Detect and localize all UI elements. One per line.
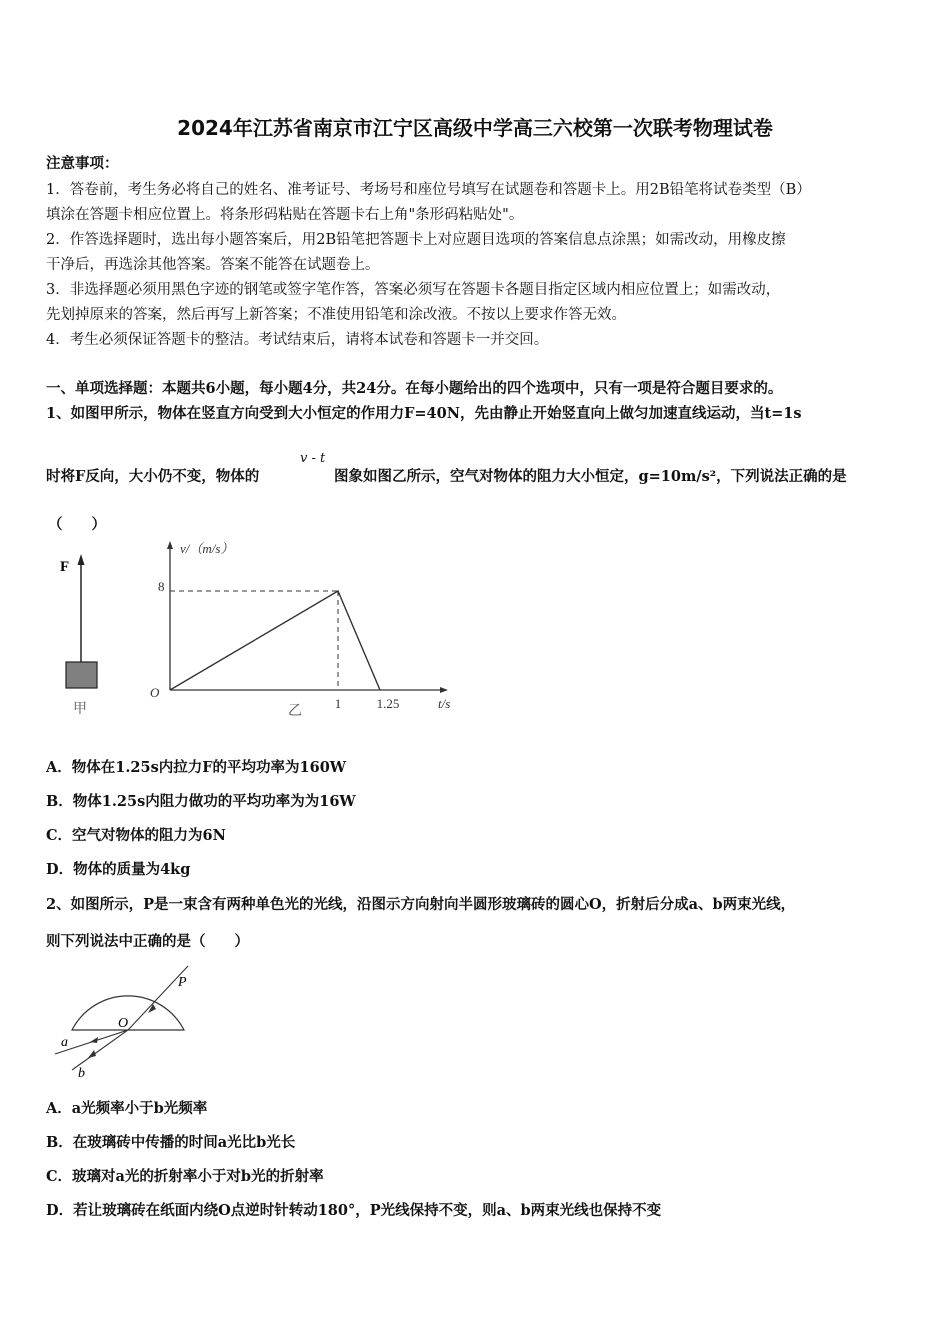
notice-line: 2．作答选择题时，选出每小题答案后，用2B铅笔把答题卡上对应题目选项的答案信息点涂黑；如需改动，用橡皮擦 (46, 232, 786, 248)
q2-option-b[interactable]: B．在玻璃砖中传播的时间a光比b光长 (46, 1134, 296, 1151)
vt-label: v - t (300, 451, 326, 466)
force-label: F (60, 559, 70, 575)
q2-option-c[interactable]: C．玻璃对a光的折射率小于对b光的折射率 (46, 1168, 324, 1185)
figure-yi-vt-graph (140, 535, 470, 720)
notice-line: 4．考生必须保证答题卡的整洁。考试结束后，请将本试卷和答题卡一并交回。 (46, 332, 549, 348)
incident-ray-arrow (148, 1004, 156, 1013)
object-block (66, 662, 97, 688)
q1-option-a[interactable]: A．物体在1.25s内拉力F的平均功率为160W (46, 759, 347, 776)
figure-glass-brick (50, 960, 210, 1085)
refracted-ray-b (72, 1030, 128, 1070)
figure-jia-caption: 甲 (73, 702, 87, 717)
x-tick-label-1: 1 (334, 696, 342, 711)
x-axis-arrow (440, 687, 448, 693)
q2-option-a[interactable]: A．a光频率小于b光频率 (46, 1100, 208, 1117)
series-line-velocity (170, 591, 380, 690)
figure-yi-caption: 乙 (288, 704, 302, 719)
q1-option-c[interactable]: C．空气对物体的阻力为6N (46, 827, 226, 844)
label-a: a (61, 1035, 68, 1050)
q2-stem-line1: 2、如图所示，P是一束含有两种单色光的光线，沿图示方向射向半圆形玻璃砖的圆心O，折射后分成a、b两束光线， (46, 896, 796, 913)
label-o: O (118, 1016, 129, 1031)
ray-a-arrow (90, 1037, 98, 1043)
ray-b-arrow (88, 1050, 96, 1058)
figure-jia (50, 550, 110, 720)
label-b: b (78, 1066, 85, 1081)
q1-option-b[interactable]: B．物体1.25s内阻力做功的平均功率为为16W (46, 793, 356, 810)
origin-label: O (150, 685, 160, 700)
q1-stem-line2b: 图象如图乙所示，空气对物体的阻力大小恒定，g=10m/s²，下列说法正确的是 (334, 468, 847, 485)
force-arrow-head (78, 554, 85, 565)
q1-option-d[interactable]: D．物体的质量为4kg (46, 861, 191, 878)
y-axis-arrow (167, 541, 173, 549)
notice-line: 3．非选择题必须用黑色字迹的钢笔或签字笔作答，答案必须写在答题卡各题目指定区域内相应位置上；如需改动， (46, 282, 781, 298)
q1-answer-blank: （ ） (48, 516, 106, 533)
y-axis-label: v/（m/s） (180, 541, 234, 556)
q2-stem-line2: 则下列说法中正确的是（ ） (46, 933, 249, 950)
label-p: P (178, 975, 187, 990)
q1-stem-line2a: 时将F反向，大小仍不变，物体的 (46, 468, 260, 485)
notice-line: 填涂在答题卡相应位置上。将条形码粘贴在答题卡右上角"条形码粘贴处"。 (46, 207, 524, 223)
notice-line: 干净后，再选涂其他答案。答案不能答在试题卷上。 (46, 257, 380, 273)
page-title: 2024年江苏省南京市江宁区高级中学高三六校第一次联考物理试卷 (177, 116, 773, 140)
x-tick-label-2: 1.25 (376, 696, 400, 711)
notice-heading: 注意事项： (46, 155, 119, 172)
x-axis-label: t/s (438, 696, 451, 711)
q1-stem-line1: 1、如图甲所示，物体在竖直方向受到大小恒定的作用力F=40N，先由静止开始竖直向上做匀加速直线运动，当t=1s (46, 405, 802, 422)
q2-option-d[interactable]: D．若让玻璃砖在纸面内绕O点逆时针转动180°，P光线保持不变，则a、b两束光线也保持不变 (46, 1202, 662, 1219)
y-tick-label: 8 (158, 579, 165, 594)
section-heading: 一、单项选择题：本题共6小题，每小题4分，共24分。在每小题给出的四个选项中，只有一项是符合题目要求的。 (46, 380, 783, 397)
notice-line: 先划掉原来的答案，然后再写上新答案；不准使用铅笔和涂改液。不按以上要求作答无效。 (46, 307, 626, 323)
notice-line: 1．答卷前，考生务必将自己的姓名、准考证号、考场号和座位号填写在试题卷和答题卡上。用2B铅笔将试卷类型（B） (46, 182, 811, 198)
